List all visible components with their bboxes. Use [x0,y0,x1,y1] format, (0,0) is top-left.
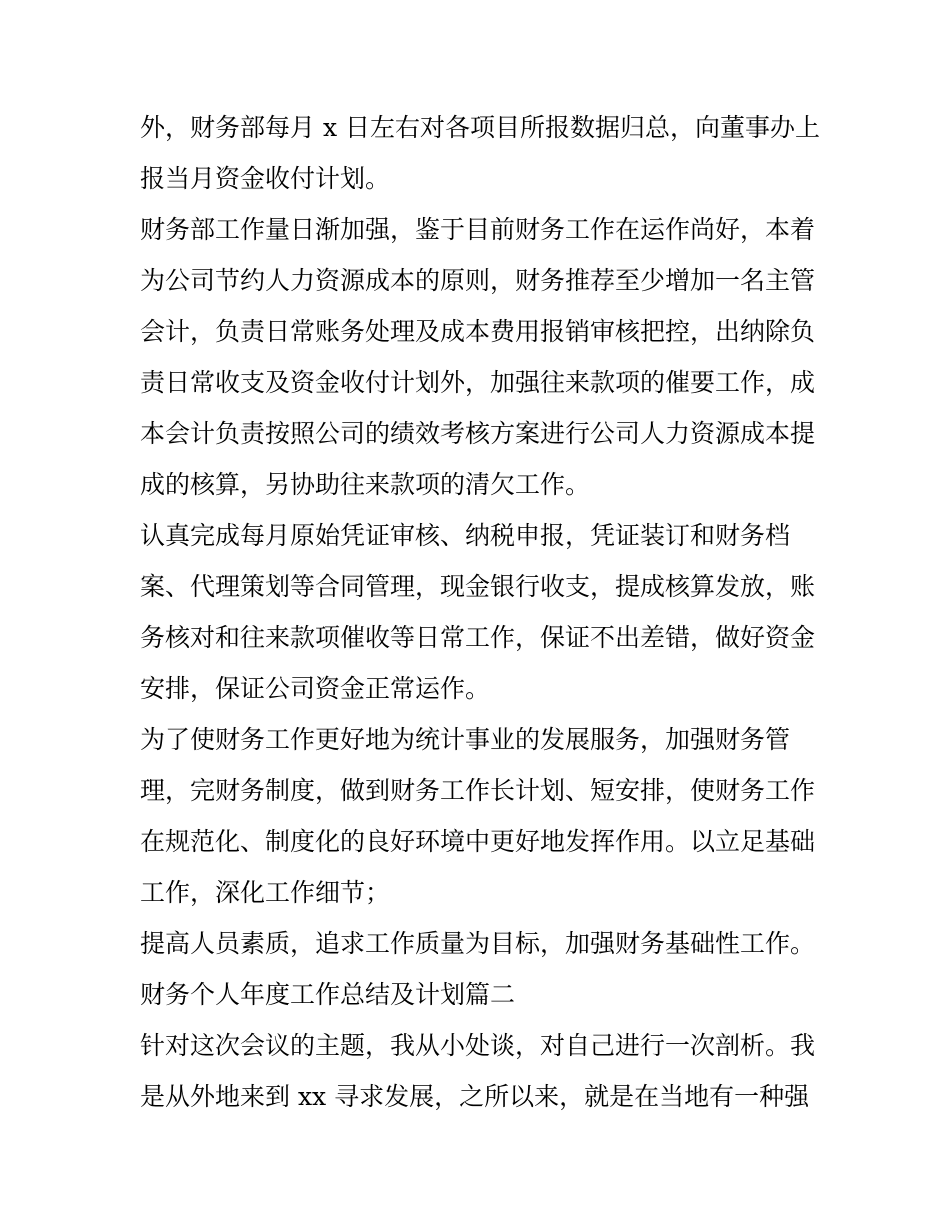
text-line: 理，完财务制度，做到财务工作长计划、短安排，使财务工作 [140,776,816,805]
text-line: 成的核算，另协助往来款项的清欠工作。 [140,470,591,499]
text-line: 财务部工作量日渐加强，鉴于目前财务工作在运作尚好，本着 [140,215,816,244]
text-line: 提高人员素质，追求工作质量为目标，加强财务基础性工作。 [140,929,816,958]
text-line: 报当月资金收付计划。 [140,164,391,193]
text-line: 为了使财务工作更好地为统计事业的发展服务，加强财务管 [140,725,791,754]
text-line: 针对这次会议的主题，我从小处谈，对自己进行一次剖析。我 [140,1031,816,1060]
text-line: 本会计负责按照公司的绩效考核方案进行公司人力资源成本提 [140,419,816,448]
text-line: 安排，保证公司资金正常运作。 [140,674,491,703]
document-body [140,102,820,1122]
text-line: 认真完成每月原始凭证审核、纳税申报，凭证装订和财务档 [140,521,791,550]
text-line: 工作，深化工作细节； [140,878,391,907]
text-line: 责日常收支及资金收付计划外，加强往来款项的催要工作，成 [140,368,816,397]
text-line: 案、代理策划等合同管理，现金银行收支，提成核算发放，账 [140,572,816,601]
text-line: 外，财务部每月 x 日左右对各项目所报数据归总，向董事办上 [140,113,820,142]
text-line: 务核对和往来款项催收等日常工作，保证不出差错，做好资金 [140,623,816,652]
text-line: 会计，负责日常账务处理及成本费用报销审核把控，出纳除负 [140,317,816,346]
section-heading: 财务个人年度工作总结及计划篇二 [140,980,516,1009]
text-line: 是从外地来到 xx 寻求发展，之所以来，就是在当地有一种强 [140,1082,810,1111]
text-line: 为公司节约人力资源成本的原则，财务推荐至少增加一名主管 [140,266,816,295]
text-line: 在规范化、制度化的良好环境中更好地发挥作用。以立足基础 [140,827,816,856]
